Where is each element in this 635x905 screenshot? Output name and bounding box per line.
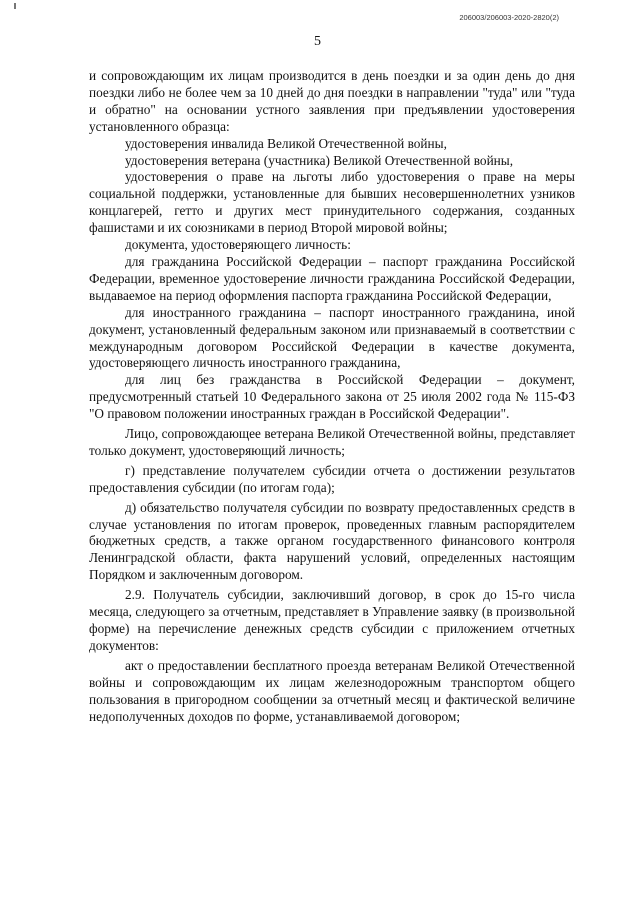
paragraph-11: 2.9. Получатель субсидии, заключивший договор, в срок до 15-го числа месяца, следующего за отчетным, представляет в Управление заявку (в произвольной форме) на перечисление денежных средств субсидии с приложением отчетных документов:	[89, 587, 575, 653]
scan-mark	[14, 3, 16, 9]
document-number: 206003/206003-2020-2820(2)	[459, 13, 559, 22]
document-body	[89, 68, 575, 725]
paragraph-4: документа, удостоверяющего личность:	[125, 237, 351, 253]
paragraph-8: Лицо, сопровождающее ветерана Великой Отечественной войны, представляет только документ, удостоверяющий личность;	[89, 426, 575, 458]
paragraph-3: удостоверения о праве на льготы либо удостоверения о праве на меры социальной поддержки, установленные для бывших несовершеннолетних узников концлагерей, гетто и других мест принудительного содержания, созданных фашистами и их союзниками в период Второй мировой войны;	[89, 169, 575, 236]
page-number: 5	[314, 34, 321, 49]
paragraph-6: для иностранного гражданина – паспорт иностранного гражданина, иной документ, установленный федеральным законом или признаваемый в соответствии с международным договором Российской Федерации в качестве документа, удостоверяющего личность иностранного гражданина,	[89, 304, 575, 371]
paragraph-10: д) обязательство получателя субсидии по возврату предоставленных средств в случае установления по итогам проверок, проведенных главным распорядителем бюджетных средств, а также органом государственного финансового контроля Ленинградской области, факта нарушений условий, определенных настоящим Порядком и заключенным договором.	[89, 499, 575, 583]
paragraph-0: и сопровождающим их лицам производится в день поездки и за один день до дня поездки либо не более чем за 10 дней до дня поездки в направлении "туда" или "туда и обратно" на основании устного заявления при предъявлении удостоверения установленного образца:	[89, 68, 575, 134]
paragraph-5: для гражданина Российской Федерации – паспорт гражданина Российской Федерации, временное удостоверение личности гражданина Российской Федерации, выдаваемое на период оформления паспорта гражданина Российской Федерации,	[89, 253, 575, 303]
paragraph-2: удостоверения ветерана (участника) Великой Отечественной войны,	[125, 152, 514, 168]
paragraph-9: г) представление получателем субсидии отчета о достижении результатов предоставления субсидии (по итогам года);	[89, 462, 575, 495]
paragraph-12: акт о предоставлении бесплатного проезда ветеранам Великой Отечественной войны и сопровождающим их лицам железнодорожным транспортом общего пользования в пригородном сообщении за отчетный месяц и фактической величине недополученных доходов по форме, устанавливаемой договором;	[89, 657, 575, 724]
paragraph-1: удостоверения инвалида Великой Отечественной войны,	[125, 135, 447, 151]
paragraph-7: для лиц без гражданства в Российской Федерации – документ, предусмотренный статьей 10 Федерального закона от 25 июля 2002 года № 115-ФЗ "О правовом положении иностранных граждан в Российской Федерации".	[89, 372, 575, 422]
